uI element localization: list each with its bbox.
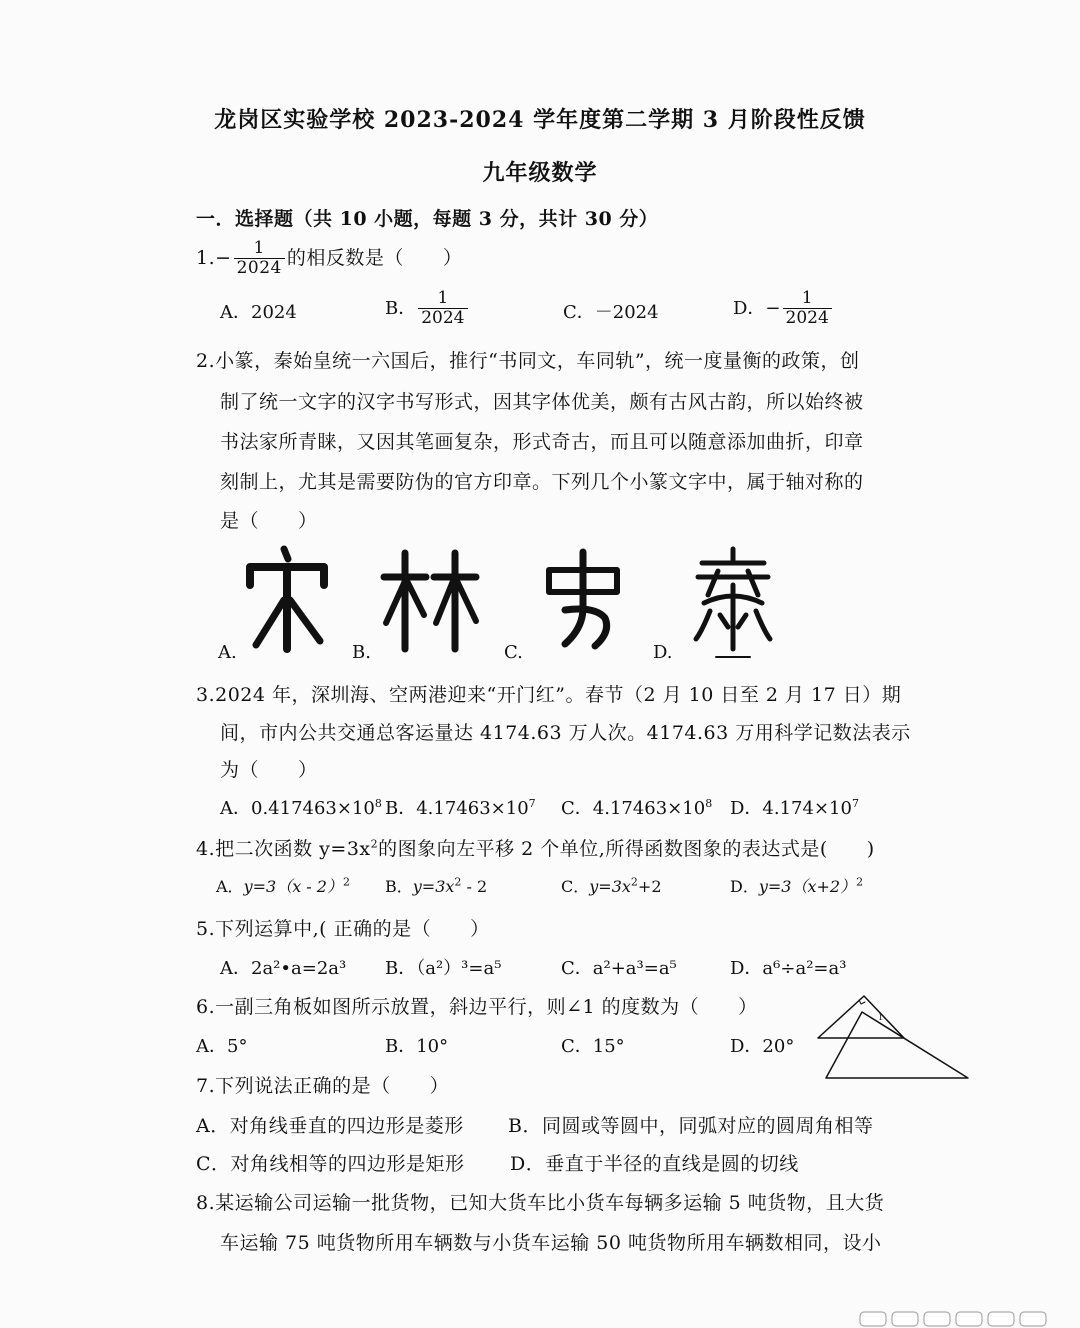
q4-option-c-label: C． (561, 877, 590, 896)
q2-line-3: 书法家所青睐，又因其笔画复杂，形式奇古，而且可以随意添加曲折，印章 (220, 431, 864, 453)
q1-fraction (234, 240, 285, 278)
q3-option-b-text: B．4.17463×10 (385, 798, 529, 819)
seal-char-shi-icon (535, 548, 630, 658)
q1-option-a: A．2024 (220, 302, 297, 323)
q4-option-d (730, 874, 863, 897)
angle-1-label: 1 (878, 1012, 883, 1023)
q4-option-a-exp: 2 (342, 875, 350, 889)
q3-option-d-exp: 7 (851, 797, 859, 810)
q3-option-c-exp: 8 (705, 797, 713, 810)
q3-option-a-exp: 8 (374, 797, 382, 810)
q1-option-d-label: D．− (733, 297, 781, 319)
q2-line-4: 刻制上，尤其是需要防伪的官方印章。下列几个小篆文字中，属于轴对称的 (220, 471, 864, 493)
q4-option-c-expr: y=3x (589, 877, 631, 896)
q3-option-b (385, 794, 536, 820)
seal-char-qin-icon (688, 545, 778, 665)
q4-option-d-expr: y=3（x+2） (758, 877, 857, 896)
q3-option-d-text: D．4.174×10 (730, 798, 852, 819)
q1-option-d-den: 2024 (783, 308, 832, 328)
q1-suffix: 的相反数是（ ） (286, 246, 463, 269)
q1-frac-den: 2024 (234, 258, 285, 278)
q1-option-d-num: 1 (801, 288, 813, 308)
q1-option-b-label: B． (385, 297, 417, 319)
q4-option-c (561, 874, 662, 897)
q7-option-c: C．对角线相等的四边形是矩形 (196, 1153, 465, 1175)
q4-stem-pre: 4.把二次函数 y=3x (196, 838, 371, 860)
question-1-stem (196, 240, 462, 278)
q2-line-2: 制了统一文字的汉字书写形式，因其字体优美，颇有古风古韵，所以始终被 (220, 391, 864, 413)
q1-option-c: C．－2024 (563, 302, 659, 323)
q1-option-d-fraction (783, 290, 832, 328)
q4-option-b-exp: 2 (454, 875, 462, 889)
q5-option-b: B．（a²）³=a⁵ (385, 958, 502, 979)
q1-option-b-num: 1 (437, 288, 449, 308)
page-indicator-icon (820, 1308, 1070, 1328)
q3-option-a (220, 794, 382, 820)
q4-option-b-label: B． (385, 877, 413, 896)
q6-option-c: C．15° (561, 1036, 625, 1057)
q7-option-b: B．同圆或等圆中，同弧对应的圆周角相等 (508, 1115, 874, 1137)
q4-stem (196, 834, 875, 861)
q1-option-b-fraction (418, 290, 467, 328)
q4-option-a (216, 874, 350, 897)
q4-stem-post: 的图象向左平移 2 个单位,所得函数图象的表达式是( ) (378, 838, 875, 860)
q1-option-d (733, 290, 834, 328)
q1-option-b (385, 290, 470, 328)
q3-option-b-exp: 7 (528, 797, 536, 810)
q3-option-d (730, 794, 859, 820)
q8-line-2: 车运输 75 吨货物所用车辆数与小货车运输 50 吨货物所用车辆数相同，设小 (220, 1232, 882, 1254)
q3-line-3: 为（ ） (220, 759, 318, 781)
q5-option-c: C．a²+a³=a⁵ (561, 958, 677, 979)
q2-option-a: A. (218, 642, 237, 663)
q6-option-d: D．20° (730, 1036, 795, 1057)
q3-option-a-text: A．0.417463×10 (220, 798, 375, 819)
q7-option-d: D．垂直于半径的直线是圆的切线 (510, 1153, 799, 1175)
q4-option-c-exp: 2 (630, 875, 638, 889)
q2-option-c: C. (504, 642, 523, 663)
q4-option-c-post: +2 (637, 877, 662, 896)
q8-line-1: 8.某运输公司运输一批货物，已知大货车比小货车每辆多运输 5 吨货物，且大货 (196, 1192, 885, 1214)
seal-char-song-icon (240, 545, 335, 655)
q7-stem: 7.下列说法正确的是（ ） (196, 1075, 450, 1097)
q4-option-d-exp: 2 (856, 875, 864, 889)
q4-stem-exp: 2 (370, 837, 379, 851)
triangle-set-figure (812, 990, 977, 1082)
q1-prefix: 1.− (196, 246, 232, 269)
q6-option-a: A．5° (196, 1036, 248, 1057)
q6-option-b: B．10° (385, 1036, 449, 1057)
q7-option-a: A．对角线垂直的四边形是菱形 (196, 1115, 464, 1137)
q3-line-2: 间，市内公共交通总客运量达 4174.63 万人次。4174.63 万用科学记数法表示 (220, 722, 911, 744)
q4-option-d-label: D． (730, 877, 759, 896)
q4-option-b-expr: y=3x (412, 877, 455, 896)
q5-stem: 5.下列运算中,( 正确的是（ ） (196, 918, 490, 940)
q2-option-d: D. (653, 642, 673, 663)
q3-option-c-text: C．4.17463×10 (561, 798, 706, 819)
section-heading: 一．选择题（共 10 小题，每题 3 分，共计 30 分） (196, 208, 659, 230)
q4-option-b (385, 874, 487, 897)
q3-line-1: 3.2024 年，深圳海、空两港迎来“开门红”。春节（2 月 10 日至 2 月 17 日）期 (196, 684, 902, 706)
q2-line-1: 2.小篆，秦始皇统一六国后，推行“书同文，车同轨”，统一度量衡的政策，创 (196, 350, 860, 372)
q4-option-a-expr: y=3（x - 2） (243, 877, 343, 896)
q4-option-a-label: A． (216, 877, 244, 896)
exam-title: 龙岗区实验学校 2023-2024 学年度第二学期 3 月阶段性反馈 (214, 107, 866, 133)
q1-frac-num: 1 (253, 238, 265, 258)
q6-stem: 6.一副三角板如图所示放置，斜边平行，则∠1 的度数为（ ） (196, 996, 758, 1018)
lower-triangle (826, 1012, 968, 1078)
exam-subtitle: 九年级数学 (482, 160, 598, 186)
q4-option-b-post: - 2 (461, 877, 488, 896)
q5-option-d: D．a⁶÷a²=a³ (730, 958, 847, 979)
q5-option-a: A．2a²•a=2a³ (220, 958, 347, 979)
seal-char-lin-icon (380, 545, 480, 655)
upper-triangle (818, 996, 904, 1038)
q3-option-c (561, 794, 712, 820)
q2-option-b: B. (352, 642, 371, 663)
q1-option-b-den: 2024 (418, 308, 467, 328)
q2-line-5: 是（ ） (220, 510, 318, 532)
